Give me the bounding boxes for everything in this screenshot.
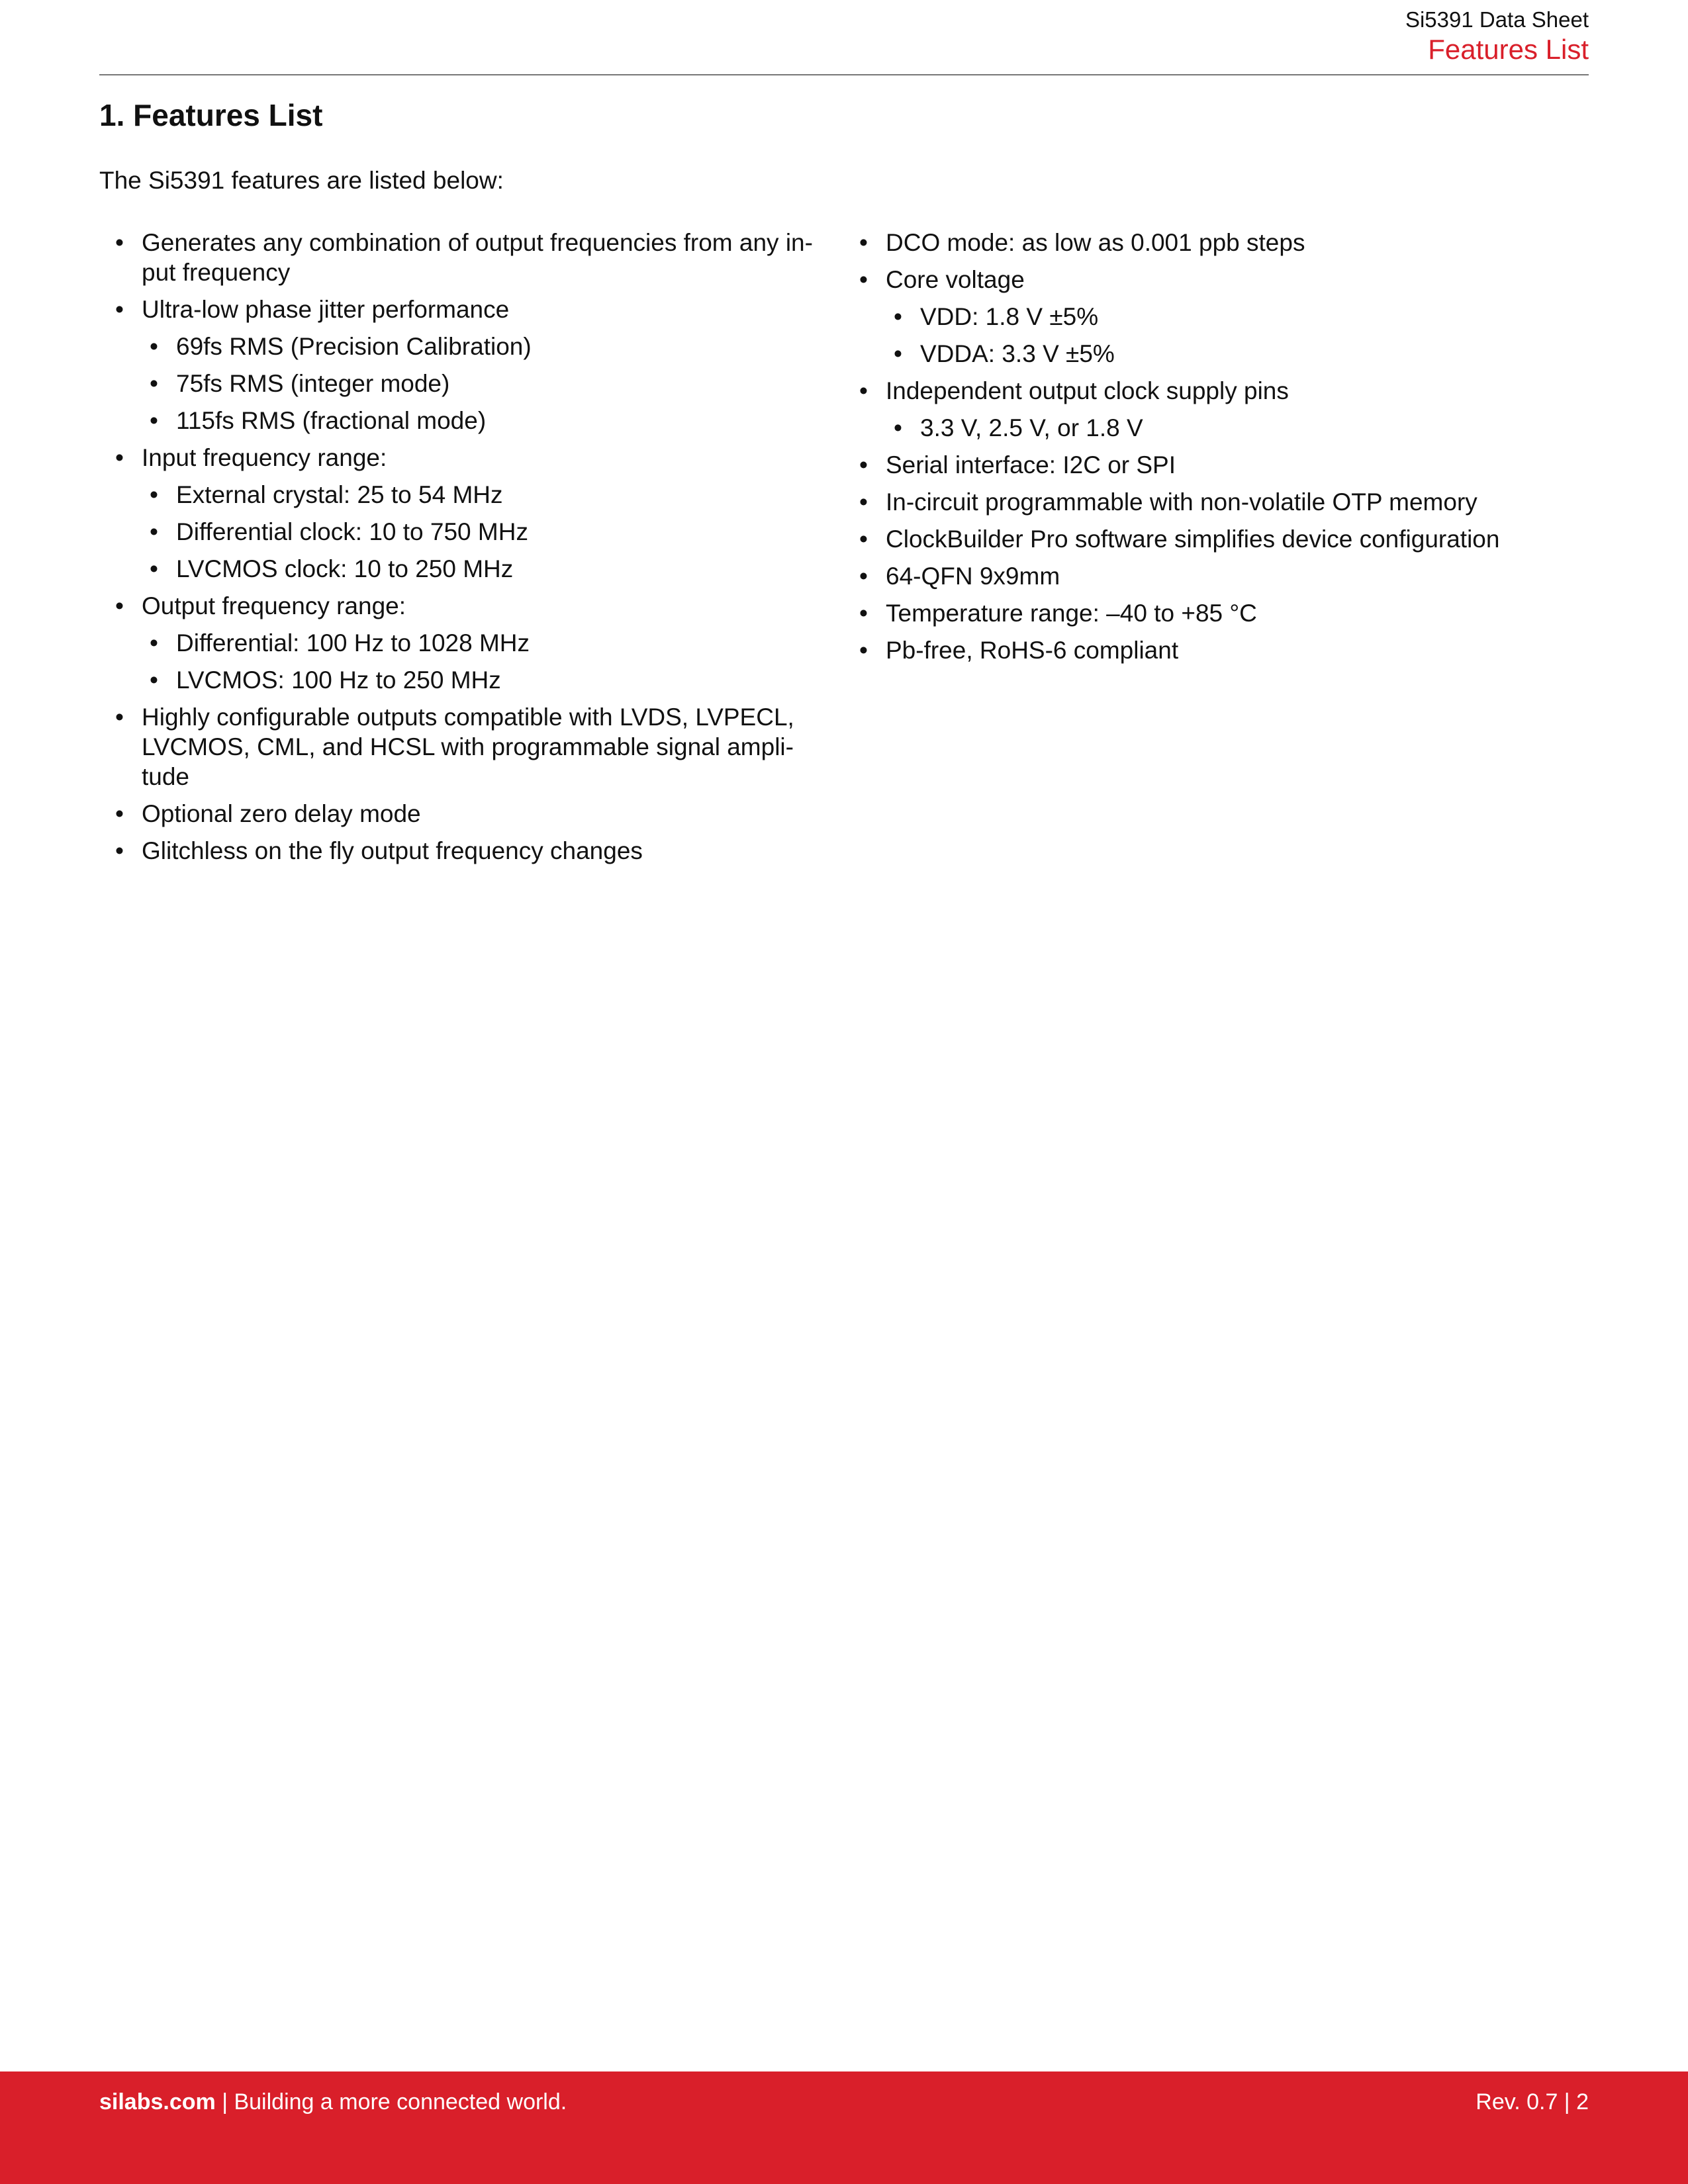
features-left-column [113,228,827,873]
section-heading: 1. Features List [99,98,323,132]
feature-item [857,228,1585,257]
footer-site-link[interactable]: silabs.com [99,2089,216,2115]
feature-item [113,702,827,792]
feature-text: Highly configurable outputs compatible with LVDS, LVPECL, LVCMOS, CML, and HCSL with programmable signal ampli-tude [142,704,794,790]
feature-text: Output frequency range: [142,592,406,619]
feature-sub-item [147,480,827,510]
feature-text: In-circuit programmable with non-volatile OTP memory [886,488,1477,516]
feature-text: Differential: 100 Hz to 1028 MHz [176,629,530,657]
feature-item [113,295,827,324]
bullet-icon: • [150,518,158,545]
feature-text: LVCMOS clock: 10 to 250 MHz [176,555,514,582]
feature-text: 69fs RMS (Precision Calibration) [176,333,532,360]
feature-sub-item [147,369,827,398]
bullet-icon: • [115,837,124,864]
feature-text: Temperature range: –40 to +85 °C [886,600,1257,627]
feature-item [113,836,827,866]
bullet-icon: • [150,481,158,508]
feature-text: Glitchless on the fly output frequency changes [142,837,643,864]
footer-bar [0,2071,1688,2184]
feature-item [113,228,827,287]
bullet-icon: • [859,637,868,664]
feature-text: DCO mode: as low as 0.001 ppb steps [886,229,1305,256]
bullet-icon: • [859,377,868,404]
feature-sub-item [147,332,827,361]
feature-text: ClockBuilder Pro software simplifies device configuration [886,525,1500,553]
intro-text: The Si5391 features are listed below: [99,167,504,194]
bullet-icon: • [115,296,124,323]
bullet-icon: • [859,266,868,293]
feature-text: 64-QFN 9x9mm [886,563,1060,590]
feature-text: 115fs RMS (fractional mode) [176,407,487,434]
feature-sub-item [147,665,827,695]
bullet-icon: • [150,370,158,397]
feature-text: Optional zero delay mode [142,800,421,827]
bullet-icon: • [894,303,902,330]
bullet-icon: • [150,555,158,582]
feature-text: LVCMOS: 100 Hz to 250 MHz [176,666,501,694]
bullet-icon: • [150,333,158,360]
feature-item [113,799,827,829]
feature-text: Core voltage [886,266,1025,293]
feature-sub-item [891,302,1585,332]
bullet-icon: • [859,563,868,590]
feature-item [857,524,1585,554]
feature-text: VDD: 1.8 V ±5% [920,303,1099,330]
bullet-icon: • [894,414,902,441]
header-divider [99,74,1589,75]
feature-item [857,265,1585,295]
bullet-icon: • [115,800,124,827]
bullet-icon: • [150,666,158,694]
features-right-column [857,228,1585,672]
feature-text: Independent output clock supply pins [886,377,1289,404]
feature-text: VDDA: 3.3 V ±5% [920,340,1115,367]
bullet-icon: • [115,592,124,619]
bullet-icon: • [115,444,124,471]
feature-item [857,635,1585,665]
feature-item [857,487,1585,517]
header-section-title: Features List [1428,34,1589,65]
feature-sub-item [891,413,1585,443]
feature-sub-item [147,517,827,547]
feature-item [857,376,1585,406]
bullet-icon: • [150,407,158,434]
feature-text: Serial interface: I2C or SPI [886,451,1176,478]
bullet-icon: • [859,600,868,627]
feature-item [857,598,1585,628]
feature-sub-item [147,406,827,435]
feature-sub-item [147,554,827,584]
bullet-icon: • [115,229,124,256]
bullet-icon: • [859,451,868,478]
feature-sub-item [891,339,1585,369]
feature-text: Ultra-low phase jitter performance [142,296,510,323]
bullet-icon: • [115,704,124,731]
footer-tagline: | Building a more connected world. [215,2089,567,2115]
footer-left [99,2087,567,2116]
feature-text: Pb-free, RoHS-6 compliant [886,637,1179,664]
feature-text: 3.3 V, 2.5 V, or 1.8 V [920,414,1143,441]
feature-item [113,443,827,473]
feature-text: External crystal: 25 to 54 MHz [176,481,503,508]
bullet-icon: • [859,229,868,256]
feature-text: Input frequency range: [142,444,387,471]
feature-text: Differential clock: 10 to 750 MHz [176,518,528,545]
feature-item [857,450,1585,480]
bullet-icon: • [859,488,868,516]
header-doc-title: Si5391 Data Sheet [1405,7,1589,32]
bullet-icon: • [150,629,158,657]
footer-revision: Rev. 0.7 | 2 [1476,2089,1589,2115]
bullet-icon: • [859,525,868,553]
feature-text: 75fs RMS (integer mode) [176,370,450,397]
feature-sub-item [147,628,827,658]
bullet-icon: • [894,340,902,367]
feature-text: Generates any combination of output frequencies from any in-put frequency [142,229,813,286]
feature-item [857,561,1585,591]
feature-item [113,591,827,621]
